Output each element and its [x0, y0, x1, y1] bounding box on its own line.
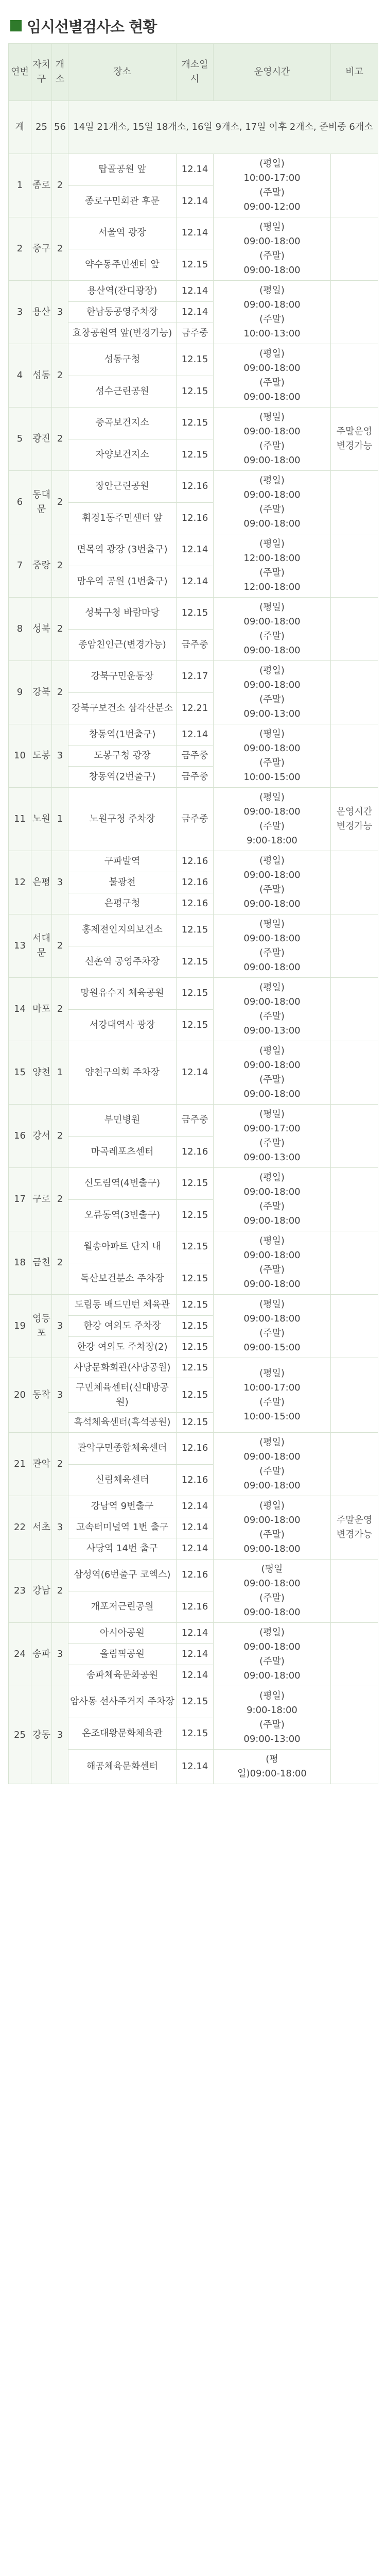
total-sites: 56: [52, 101, 68, 154]
site-place: 자양보건지소: [68, 439, 177, 471]
site-place: 신림체육센터: [68, 1464, 177, 1496]
site-place: 성동구청: [68, 344, 177, 376]
site-count: 2: [52, 408, 68, 471]
site-open-date: 12.15: [177, 1263, 214, 1295]
table-row: [9, 1358, 378, 1378]
site-place: 종암친인근(변경가능): [68, 629, 177, 661]
site-open-date: 금주중: [177, 323, 214, 344]
site-note: [331, 534, 378, 598]
site-open-date: 12.16: [177, 1136, 214, 1168]
total-summary: 14일 21개소, 15일 18개소, 16일 9개소, 17일 이후 2개소, 준비중 6개소: [68, 101, 378, 154]
table-row: [9, 978, 378, 1010]
site-hours: (평일) 09:00-18:00 (주말) 10:00-13:00: [214, 281, 331, 344]
district-name: 중구: [31, 217, 52, 281]
site-open-date: 12.15: [177, 1686, 214, 1718]
row-number: 10: [9, 724, 31, 788]
site-count: 2: [52, 534, 68, 598]
site-place: 한강 여의도 주차장(2): [68, 1337, 177, 1358]
table-row: [9, 1560, 378, 1591]
site-place: 흑석체육센터(흑석공원): [68, 1413, 177, 1433]
site-open-date: 12.16: [177, 1591, 214, 1623]
table-row: [9, 1433, 378, 1465]
site-place: 은평구청: [68, 893, 177, 914]
row-number: 4: [9, 344, 31, 408]
district-name: 송파: [31, 1623, 52, 1686]
site-hours: (평일) 09:00-18:00 (주말) 09:00-13:00: [214, 978, 331, 1041]
site-open-date: 12.14: [177, 1517, 214, 1538]
site-place: 용산역(잔디광장): [68, 281, 177, 302]
row-number: 15: [9, 1041, 31, 1105]
district-name: 강서: [31, 1105, 52, 1168]
site-count: 2: [52, 471, 68, 534]
site-note: [331, 978, 378, 1041]
site-open-date: 12.15: [177, 1009, 214, 1041]
table-row: [9, 661, 378, 693]
site-note: [331, 1295, 378, 1358]
district-name: 영등포: [31, 1295, 52, 1358]
site-count: 3: [52, 1358, 68, 1433]
site-open-date: 12.16: [177, 893, 214, 914]
site-open-date: 12.15: [177, 598, 214, 630]
site-hours: (평일) 09:00-18:00 (주말) 09:00-13:00: [214, 661, 331, 724]
site-open-date: 12.15: [177, 1337, 214, 1358]
site-hours: (평일) 09:00-18:00 (주말) 9:00-18:00: [214, 788, 331, 851]
site-place: 아시아공원: [68, 1623, 177, 1644]
site-count: 2: [52, 1560, 68, 1623]
site-note: [331, 914, 378, 978]
site-count: 2: [52, 154, 68, 217]
site-count: 3: [52, 1623, 68, 1686]
site-count: 2: [52, 1231, 68, 1295]
site-count: 3: [52, 281, 68, 344]
site-place: 홍제전인지의보건소: [68, 914, 177, 946]
site-place: 사당문화회관(사당공원): [68, 1358, 177, 1378]
site-open-date: 12.14: [177, 281, 214, 302]
site-hours: (평일) 12:00-18:00 (주말) 12:00-18:00: [214, 534, 331, 598]
site-place: 한남동공영주차장: [68, 302, 177, 323]
table-row: [9, 344, 378, 376]
site-open-date: 12.15: [177, 376, 214, 408]
site-place: 강남역 9번출구: [68, 1496, 177, 1517]
site-place: 종로구민회관 후문: [68, 185, 177, 217]
table-row: [9, 1686, 378, 1718]
site-place: 암사동 선사주거지 주차장: [68, 1686, 177, 1718]
site-open-date: 12.14: [177, 154, 214, 186]
site-note: [331, 1358, 378, 1433]
site-note: 주말운영 변경가능: [331, 1496, 378, 1560]
site-hours: (평일) 09:00-18:00 (주말) 09:00-18:00: [214, 471, 331, 534]
header-count: 개소: [52, 44, 68, 101]
site-note: [331, 1623, 378, 1686]
row-number: 22: [9, 1496, 31, 1560]
title-bar: [10, 15, 376, 36]
district-name: 관악: [31, 1433, 52, 1496]
site-open-date: 12.14: [177, 1041, 214, 1105]
site-count: 2: [52, 1433, 68, 1496]
site-count: 2: [52, 344, 68, 408]
row-number: 6: [9, 471, 31, 534]
site-open-date: 금주중: [177, 629, 214, 661]
site-hours: (평 일)09:00-18:00: [214, 1750, 331, 1784]
site-open-date: 금주중: [177, 767, 214, 788]
site-note: [331, 1105, 378, 1168]
site-open-date: 12.15: [177, 1168, 214, 1200]
site-place: 온조대왕문화체육관: [68, 1718, 177, 1750]
site-open-date: 12.16: [177, 502, 214, 534]
site-place: 휘경1동주민센터 앞: [68, 502, 177, 534]
square-bullet-icon: [10, 20, 22, 31]
district-name: 성동: [31, 344, 52, 408]
site-open-date: 12.14: [177, 1538, 214, 1560]
site-hours: (평일) 09:00-18:00 (주말) 09:00-18:00: [214, 1623, 331, 1686]
site-count: 1: [52, 1041, 68, 1105]
site-note: [331, 1560, 378, 1623]
site-hours: (평일) 9:00-18:00 (주말) 09:00-13:00: [214, 1686, 331, 1750]
site-place: 서울역 광장: [68, 217, 177, 249]
row-number: 25: [9, 1686, 31, 1784]
site-place: 오류동역(3번출구): [68, 1199, 177, 1231]
header-note: 비고: [331, 44, 378, 101]
site-open-date: 12.15: [177, 344, 214, 376]
site-open-date: 금주중: [177, 1105, 214, 1137]
site-note: 주말운영 변경가능: [331, 408, 378, 471]
site-place: 강북구민운동장: [68, 661, 177, 693]
header-district: 자치구: [31, 44, 52, 101]
table-row: [9, 1295, 378, 1316]
site-open-date: 12.14: [177, 302, 214, 323]
site-note: [331, 851, 378, 914]
site-hours: (평일) 09:00-18:00 (주말) 09:00-18:00: [214, 1496, 331, 1560]
site-hours: (평일 09:00-18:00 (주말) 09:00-18:00: [214, 1560, 331, 1623]
site-place: 장안근린공원: [68, 471, 177, 503]
site-open-date: 12.16: [177, 851, 214, 872]
site-open-date: 12.15: [177, 1413, 214, 1433]
table-row: [9, 1496, 378, 1517]
row-number: 11: [9, 788, 31, 851]
site-note: [331, 1041, 378, 1105]
site-note: 운영시간 변경가능: [331, 788, 378, 851]
site-open-date: 12.14: [177, 1496, 214, 1517]
site-place: 불광천: [68, 872, 177, 893]
header-place: 장소: [68, 44, 177, 101]
table-row: [9, 1105, 378, 1137]
site-place: 사당역 14번 출구: [68, 1538, 177, 1560]
row-number: 14: [9, 978, 31, 1041]
row-number: 17: [9, 1168, 31, 1231]
site-place: 망우역 공원 (1번출구): [68, 566, 177, 598]
site-place: 창동역(2번출구): [68, 767, 177, 788]
site-place: 중곡보건지소: [68, 408, 177, 439]
district-name: 강동: [31, 1686, 52, 1784]
site-open-date: 12.14: [177, 1623, 214, 1644]
district-name: 구로: [31, 1168, 52, 1231]
site-place: 약수동주민센터 앞: [68, 249, 177, 281]
site-count: 3: [52, 1496, 68, 1560]
site-note: [331, 1433, 378, 1496]
site-open-date: 12.15: [177, 1378, 214, 1413]
site-hours: (평일) 09:00-18:00 (주말) 09:00-18:00: [214, 914, 331, 978]
site-place: 올림픽공원: [68, 1644, 177, 1665]
district-name: 중랑: [31, 534, 52, 598]
site-place: 면목역 광장 (3번출구): [68, 534, 177, 566]
site-count: 2: [52, 1105, 68, 1168]
row-number: 12: [9, 851, 31, 914]
site-note: [331, 281, 378, 344]
site-open-date: 12.15: [177, 439, 214, 471]
site-count: 3: [52, 1295, 68, 1358]
table-row: [9, 281, 378, 302]
site-count: 2: [52, 1168, 68, 1231]
site-count: 2: [52, 217, 68, 281]
site-place: 삼성역(6번출구 코엑스): [68, 1560, 177, 1591]
site-count: 2: [52, 598, 68, 661]
site-place: 부민병원: [68, 1105, 177, 1137]
site-count: 3: [52, 724, 68, 788]
site-place: 성북구청 바람마당: [68, 598, 177, 630]
header-no: 연번: [9, 44, 31, 101]
header-open-date: 개소일시: [177, 44, 214, 101]
site-open-date: 12.15: [177, 978, 214, 1010]
district-name: 강남: [31, 1560, 52, 1623]
row-number: 5: [9, 408, 31, 471]
row-number: 16: [9, 1105, 31, 1168]
site-hours: (평일) 09:00-18:00 (주말) 09:00-18:00: [214, 408, 331, 471]
site-open-date: 12.16: [177, 1433, 214, 1465]
site-place: 강북구보건소 삼각산분소: [68, 692, 177, 724]
site-note: [331, 1686, 378, 1784]
total-row: [9, 101, 378, 154]
site-open-date: 12.14: [177, 724, 214, 745]
site-hours: (평일) 09:00-18:00 (주말) 09:00-18:00: [214, 1168, 331, 1231]
site-place: 도림동 배드민턴 체육관: [68, 1295, 177, 1316]
site-count: 3: [52, 851, 68, 914]
site-note: [331, 344, 378, 408]
row-number: 24: [9, 1623, 31, 1686]
site-place: 신촌역 공영주차장: [68, 946, 177, 978]
site-hours: (평일) 09:00-18:00 (주말) 09:00-18:00: [214, 598, 331, 661]
site-hours: (평일) 09:00-17:00 (주말) 09:00-13:00: [214, 1105, 331, 1168]
site-place: 개포저근린공원: [68, 1591, 177, 1623]
row-number: 19: [9, 1295, 31, 1358]
site-note: [331, 1231, 378, 1295]
site-place: 해공체육문화센터: [68, 1750, 177, 1784]
site-place: 독산보건분소 주차장: [68, 1263, 177, 1295]
site-count: 1: [52, 788, 68, 851]
site-open-date: 12.14: [177, 217, 214, 249]
district-name: 은평: [31, 851, 52, 914]
site-note: [331, 471, 378, 534]
district-name: 노원: [31, 788, 52, 851]
site-open-date: 금주중: [177, 788, 214, 851]
site-place: 신도림역(4번출구): [68, 1168, 177, 1200]
site-place: 마곡레포츠센터: [68, 1136, 177, 1168]
table-header-row: [9, 44, 378, 101]
site-place: 도봉구청 광장: [68, 745, 177, 767]
row-number: 8: [9, 598, 31, 661]
site-note: [331, 724, 378, 788]
site-open-date: 12.15: [177, 249, 214, 281]
site-open-date: 12.14: [177, 1644, 214, 1665]
site-note: [331, 217, 378, 281]
district-name: 동대문: [31, 471, 52, 534]
site-place: 탑골공원 앞: [68, 154, 177, 186]
district-name: 서대문: [31, 914, 52, 978]
site-place: 구민체육센터(신대방공원): [68, 1378, 177, 1413]
site-place: 성수근린공원: [68, 376, 177, 408]
page-title: 임시선별검사소 현황: [27, 18, 157, 36]
site-place: 창동역(1번출구): [68, 724, 177, 745]
site-hours: (평일) 09:00-18:00 (주말) 09:00-18:00: [214, 217, 331, 281]
table-row: [9, 408, 378, 439]
table-row: [9, 598, 378, 630]
district-name: 용산: [31, 281, 52, 344]
site-place: 망원유수지 체육공원: [68, 978, 177, 1010]
site-place: 양천구의회 주차장: [68, 1041, 177, 1105]
row-number: 7: [9, 534, 31, 598]
site-open-date: 12.15: [177, 1718, 214, 1750]
site-open-date: 12.14: [177, 1665, 214, 1686]
site-hours: (평일) 09:00-18:00 (주말) 09:00-15:00: [214, 1295, 331, 1358]
site-hours: (평일) 10:00-17:00 (주말) 10:00-15:00: [214, 1358, 331, 1433]
district-name: 성북: [31, 598, 52, 661]
district-name: 도봉: [31, 724, 52, 788]
site-note: [331, 154, 378, 217]
header-hours: 운영시간: [214, 44, 331, 101]
site-place: 월송아파트 단지 내: [68, 1231, 177, 1263]
site-note: [331, 661, 378, 724]
row-number: 2: [9, 217, 31, 281]
site-open-date: 12.14: [177, 185, 214, 217]
site-hours: (평일) 09:00-18:00 (주말) 10:00-15:00: [214, 724, 331, 788]
table-row: [9, 1041, 378, 1105]
row-number: 20: [9, 1358, 31, 1433]
site-open-date: 12.14: [177, 566, 214, 598]
site-open-date: 12.16: [177, 1464, 214, 1496]
site-place: 구파발역: [68, 851, 177, 872]
table-row: [9, 914, 378, 946]
site-open-date: 12.14: [177, 534, 214, 566]
district-name: 양천: [31, 1041, 52, 1105]
site-place: 송파체육문화공원: [68, 1665, 177, 1686]
district-name: 서초: [31, 1496, 52, 1560]
site-place: 서강대역사 광장: [68, 1009, 177, 1041]
district-name: 동작: [31, 1358, 52, 1433]
site-open-date: 12.15: [177, 1199, 214, 1231]
site-place: 한강 여의도 주차장: [68, 1316, 177, 1337]
site-open-date: 12.15: [177, 408, 214, 439]
site-place: 효창공원역 앞(변경가능): [68, 323, 177, 344]
table-row: [9, 217, 378, 249]
row-number: 18: [9, 1231, 31, 1295]
district-name: 강북: [31, 661, 52, 724]
site-open-date: 12.15: [177, 914, 214, 946]
site-place: 노원구청 주차장: [68, 788, 177, 851]
total-label: 계: [9, 101, 31, 154]
row-number: 13: [9, 914, 31, 978]
site-open-date: 12.16: [177, 872, 214, 893]
site-open-date: 12.15: [177, 1316, 214, 1337]
site-place: 고속터미널역 1번 출구: [68, 1517, 177, 1538]
table-row: [9, 534, 378, 566]
table-row: [9, 1623, 378, 1644]
site-hours: (평일) 09:00-18:00 (주말) 09:00-18:00: [214, 344, 331, 408]
table-row: [9, 471, 378, 503]
site-place: 관악구민종합체육센터: [68, 1433, 177, 1465]
table-row: [9, 851, 378, 872]
site-count: 2: [52, 661, 68, 724]
district-name: 종로: [31, 154, 52, 217]
site-open-date: 12.15: [177, 1358, 214, 1378]
table-row: [9, 154, 378, 186]
table-row: [9, 788, 378, 851]
site-open-date: 금주중: [177, 745, 214, 767]
site-open-date: 12.17: [177, 661, 214, 693]
table-row: [9, 1168, 378, 1200]
table-row: [9, 1231, 378, 1263]
site-open-date: 12.15: [177, 1231, 214, 1263]
site-hours: (평일) 09:00-18:00 (주말) 09:00-18:00: [214, 1041, 331, 1105]
testing-sites-table: [8, 43, 378, 1784]
site-note: [331, 1168, 378, 1231]
site-hours: (평일) 10:00-17:00 (주말) 09:00-12:00: [214, 154, 331, 217]
district-name: 금천: [31, 1231, 52, 1295]
site-open-date: 12.21: [177, 692, 214, 724]
site-hours: (평일) 09:00-18:00 (주말) 09:00-18:00: [214, 1433, 331, 1496]
site-hours: (평일) 09:00-18:00 (주말) 09:00-18:00: [214, 851, 331, 914]
site-count: 2: [52, 978, 68, 1041]
district-name: 광진: [31, 408, 52, 471]
row-number: 9: [9, 661, 31, 724]
site-note: [331, 598, 378, 661]
row-number: 1: [9, 154, 31, 217]
table-row: [9, 724, 378, 745]
site-open-date: 12.15: [177, 946, 214, 978]
row-number: 3: [9, 281, 31, 344]
row-number: 23: [9, 1560, 31, 1623]
total-districts: 25: [31, 101, 52, 154]
site-count: 2: [52, 914, 68, 978]
site-open-date: 12.16: [177, 471, 214, 503]
row-number: 21: [9, 1433, 31, 1496]
site-count: 3: [52, 1686, 68, 1784]
site-open-date: 12.16: [177, 1560, 214, 1591]
site-hours: (평일) 09:00-18:00 (주말) 09:00-18:00: [214, 1231, 331, 1295]
site-open-date: 12.15: [177, 1295, 214, 1316]
district-name: 마포: [31, 978, 52, 1041]
site-open-date: 12.14: [177, 1750, 214, 1784]
